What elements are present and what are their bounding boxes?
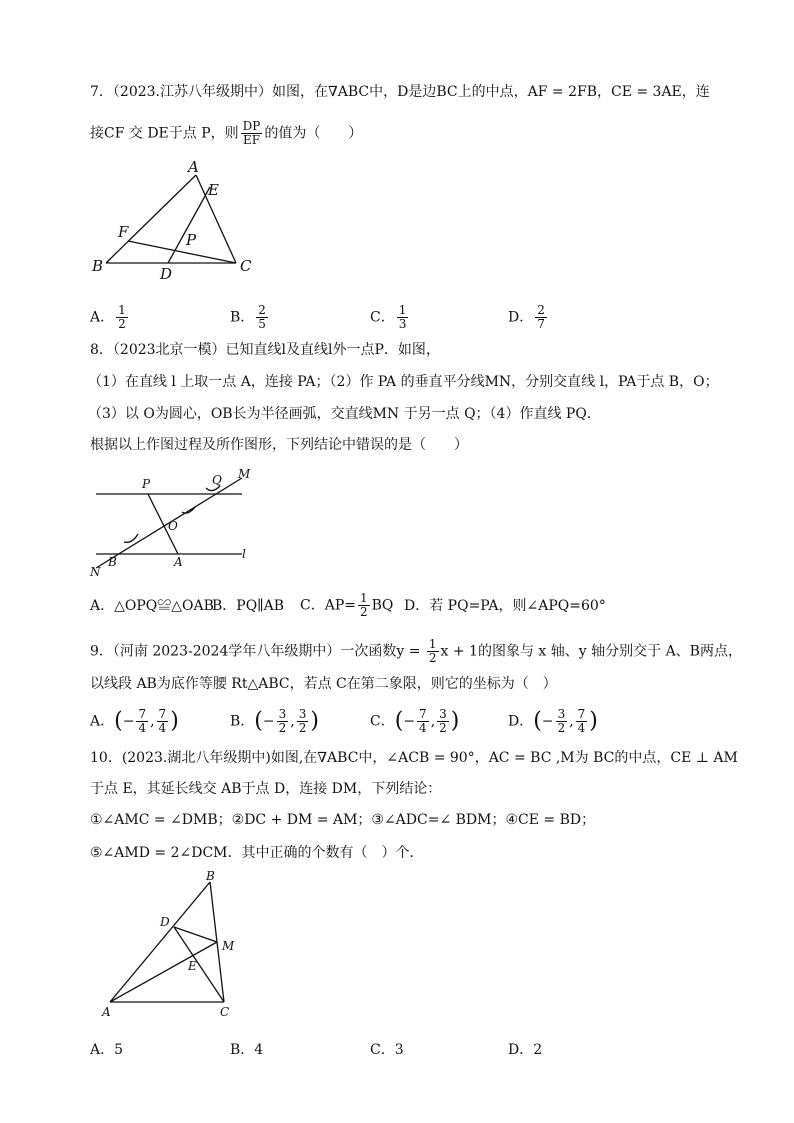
q7-option-c-label: C． xyxy=(370,309,395,326)
q7-fraction-num: DP xyxy=(242,119,261,133)
q8-option-a[interactable]: A．△OPQ≌△OAB xyxy=(90,598,214,614)
q8-option-c-post: BQ xyxy=(371,597,394,614)
q7-triangle-figure xyxy=(88,155,288,285)
q7-stem-line1: 7．（2023.江苏八年级期中）如图，在∇ABC中，D是边BC上的中点，AF = 2FB，CE = 3AE，连 xyxy=(90,84,710,100)
q7-option-c-num: 1 xyxy=(398,303,407,317)
q7-option-c-den: 3 xyxy=(398,317,407,331)
q10-stem-line4: ⑤∠AMD = 2∠DCM．其中正确的个数有（ ）个． xyxy=(90,845,424,861)
q7-option-b[interactable] xyxy=(230,304,270,331)
q9-option-b[interactable]: B．(− $\frac{3}{2}$ , $\frac{3}{2}$ ) xyxy=(230,707,319,735)
q9-option-a-x-den: 4 xyxy=(138,721,147,735)
q10-label-B: B xyxy=(206,869,215,883)
q9-stem-line1-post: x + 1的图象与 x 轴、y 轴分别交于 A、B两点， xyxy=(440,643,742,660)
q7-option-c[interactable] xyxy=(370,304,410,331)
q8-option-c-num: 1 xyxy=(359,591,368,605)
q7-option-a-den: 2 xyxy=(118,317,126,331)
q9-option-d-x xyxy=(556,708,568,735)
q10-option-b[interactable]: B．4 xyxy=(230,1042,264,1058)
q8-option-c-frac xyxy=(358,592,370,619)
q7-option-d[interactable] xyxy=(508,304,549,331)
q9-option-b-y xyxy=(297,708,309,735)
q8-option-c-pre: C．AP= xyxy=(300,597,356,614)
q9-option-c-x-num: 7 xyxy=(419,707,427,721)
q7-stem-line2-end: 的值为（ ） xyxy=(264,125,363,142)
q9-slope-den: 2 xyxy=(428,651,437,665)
q7-option-b-den: 5 xyxy=(258,317,266,331)
q8-label-Q: Q xyxy=(212,473,222,487)
q9-option-a-y-den: 4 xyxy=(158,721,167,735)
q10-label-E: E xyxy=(188,959,197,973)
q7-option-a[interactable] xyxy=(90,304,130,331)
q9-option-b-x-num: 3 xyxy=(278,707,287,721)
q7-option-a-num: 1 xyxy=(118,303,126,317)
q8-stem-line4: 根据以上作图过程及所作图形，下列结论中错误的是（ ） xyxy=(90,437,468,453)
q9-option-a-y xyxy=(157,708,169,735)
q7-label-A: A xyxy=(188,158,199,176)
q9-option-d-label: D． xyxy=(508,713,534,730)
q9-option-a-x-num: 7 xyxy=(138,707,147,721)
q9-option-d-y-den: 4 xyxy=(577,721,586,735)
q7-label-F: F xyxy=(118,223,129,241)
q9-option-d-x-num: 3 xyxy=(557,707,566,721)
q8-stem-line1: 8．（2023北京一模）已知直线l及直线l外一点P．如图， xyxy=(90,342,440,358)
q9-option-c-y-num: 3 xyxy=(439,707,447,721)
q10-label-M: M xyxy=(222,939,235,953)
q9-stem-line1 xyxy=(90,638,742,665)
q8-option-b[interactable]: B．PQ∥AB xyxy=(212,598,285,614)
q7-option-c-frac xyxy=(397,304,409,331)
q8-stem-line3: （3）以 O为圆心，OB长为半径画弧，交直线MN 于另一点 Q；（4）作直线 PQ． xyxy=(88,406,601,422)
q9-option-c[interactable]: C．(− $\frac{7}{4}$ , $\frac{3}{2}$ ) xyxy=(370,707,460,735)
q10-stem-line1: 10．(2023.湖北八年级期中)如图,在∇ABC中，∠ACB = 90°，AC = BC ,M为 BC的中点，CE ⊥ AM xyxy=(90,750,738,766)
q7-option-d-label: D． xyxy=(508,309,534,326)
q9-option-d-y-num: 7 xyxy=(577,707,586,721)
q7-label-D: D xyxy=(160,265,173,283)
q9-option-c-x-den: 4 xyxy=(419,721,427,735)
q8-label-M: M xyxy=(238,467,251,481)
q8-label-A: A xyxy=(174,555,183,569)
q9-option-b-x xyxy=(277,708,289,735)
q9-option-a[interactable]: A．(− $\frac{7}{4}$ , $\frac{7}{4}$ ) xyxy=(90,707,179,735)
q9-option-c-x xyxy=(417,708,429,735)
q7-fraction-den: EF xyxy=(242,133,261,147)
q10-option-c[interactable]: C．3 xyxy=(370,1042,404,1058)
q9-option-c-y-den: 2 xyxy=(439,721,447,735)
q7-label-B: B xyxy=(92,257,104,275)
q9-option-b-y-den: 2 xyxy=(298,721,307,735)
q7-option-a-frac xyxy=(116,304,128,331)
q10-stem-line2: 于点 E，其延长线交 AB于点 D，连接 DM，下列结论： xyxy=(90,781,442,797)
q8-label-B: B xyxy=(108,555,117,569)
q7-option-b-num: 2 xyxy=(258,303,266,317)
q8-stem-line2: （1）在直线 l 上取一点 A，连接 PA；（2）作 PA 的垂直平分线MN，分别交直线 l，PA于点 B，O； xyxy=(88,374,719,390)
q9-option-a-label: A． xyxy=(90,713,115,730)
q9-slope-num: 1 xyxy=(428,637,437,651)
q7-option-b-frac xyxy=(256,304,268,331)
q7-option-d-num: 2 xyxy=(537,303,545,317)
q10-stem-line3: ①∠AMC = ∠DMB；②DC + DM = AM；③∠ADC=∠ BDM；④CE = BD； xyxy=(90,812,596,828)
q10-option-a[interactable]: A．5 xyxy=(90,1042,124,1058)
q7-label-P: P xyxy=(186,231,197,249)
q8-option-d[interactable]: D．若 PQ=PA，则∠APQ=60° xyxy=(404,598,606,614)
q10-option-d[interactable]: D．2 xyxy=(508,1042,543,1058)
q9-option-a-x xyxy=(136,708,148,735)
q7-option-d-frac xyxy=(535,304,547,331)
q10-triangle-figure xyxy=(98,869,258,1022)
q10-label-C: C xyxy=(220,1005,230,1019)
q8-option-c[interactable] xyxy=(300,592,393,619)
q7-fraction xyxy=(241,120,263,147)
q9-option-c-label: C． xyxy=(370,713,395,730)
q7-stem-line2-text: 接CF 交 DE于点 P，则 xyxy=(90,125,239,142)
q9-option-d-x-den: 2 xyxy=(557,721,566,735)
q8-label-P: P xyxy=(142,477,151,491)
q7-stem-line2 xyxy=(90,120,362,147)
q9-stem-line1-pre: 9．（河南 2023-2024学年八年级期中）一次函数y = xyxy=(90,643,425,660)
q10-label-D: D xyxy=(160,915,170,929)
q7-option-b-label: B． xyxy=(230,309,255,326)
q9-option-d-y xyxy=(576,708,588,735)
q8-label-l: l xyxy=(242,547,246,561)
q9-option-b-y-num: 3 xyxy=(298,707,307,721)
q8-label-N: N xyxy=(90,565,101,579)
q7-label-C: C xyxy=(240,257,252,275)
q9-option-d[interactable]: D．(− $\frac{3}{2}$ , $\frac{7}{4}$ ) xyxy=(508,707,598,735)
q10-label-A: A xyxy=(102,1005,111,1019)
q9-slope-frac xyxy=(427,638,439,665)
q9-option-c-y xyxy=(437,708,449,735)
q8-label-O: O xyxy=(168,519,178,533)
q9-option-b-x-den: 2 xyxy=(278,721,287,735)
q9-stem-line2: 以线段 AB为底作等腰 Rt△ABC，若点 C在第二象限，则它的坐标为（ ） xyxy=(90,676,557,692)
q7-option-d-den: 7 xyxy=(537,317,545,331)
q7-option-a-label: A． xyxy=(90,309,115,326)
q9-option-a-y-num: 7 xyxy=(158,707,167,721)
q8-construction-figure xyxy=(86,468,266,578)
q9-option-b-label: B． xyxy=(230,713,255,730)
q7-label-E: E xyxy=(208,181,219,199)
q8-option-c-den: 2 xyxy=(359,605,368,619)
